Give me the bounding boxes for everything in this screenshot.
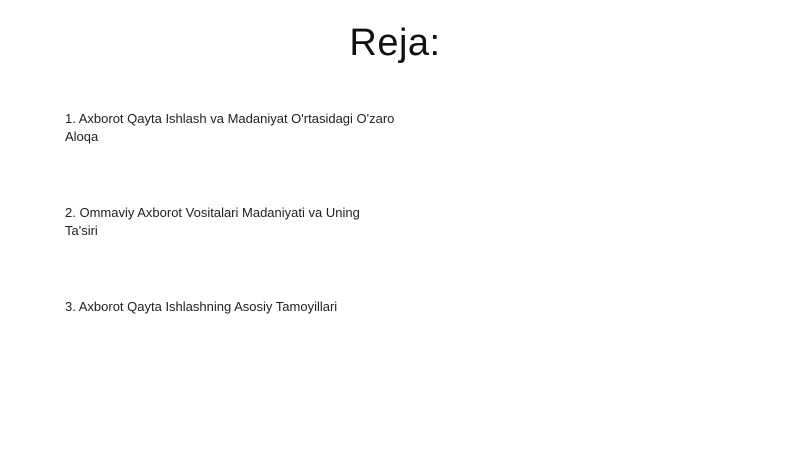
slide-title: Reja:	[349, 22, 441, 64]
plan-item-1: 1. Axborot Qayta Ishlash va Madaniyat O'rtasidagi O'zaro Aloqa	[65, 111, 395, 144]
plan-item-2: 2. Ommaviy Axborot Vositalari Madaniyati va Uning Ta'siri	[65, 205, 360, 238]
plan-item-3: 3. Axborot Qayta Ishlashning Asosiy Tamoyillari	[65, 299, 338, 314]
